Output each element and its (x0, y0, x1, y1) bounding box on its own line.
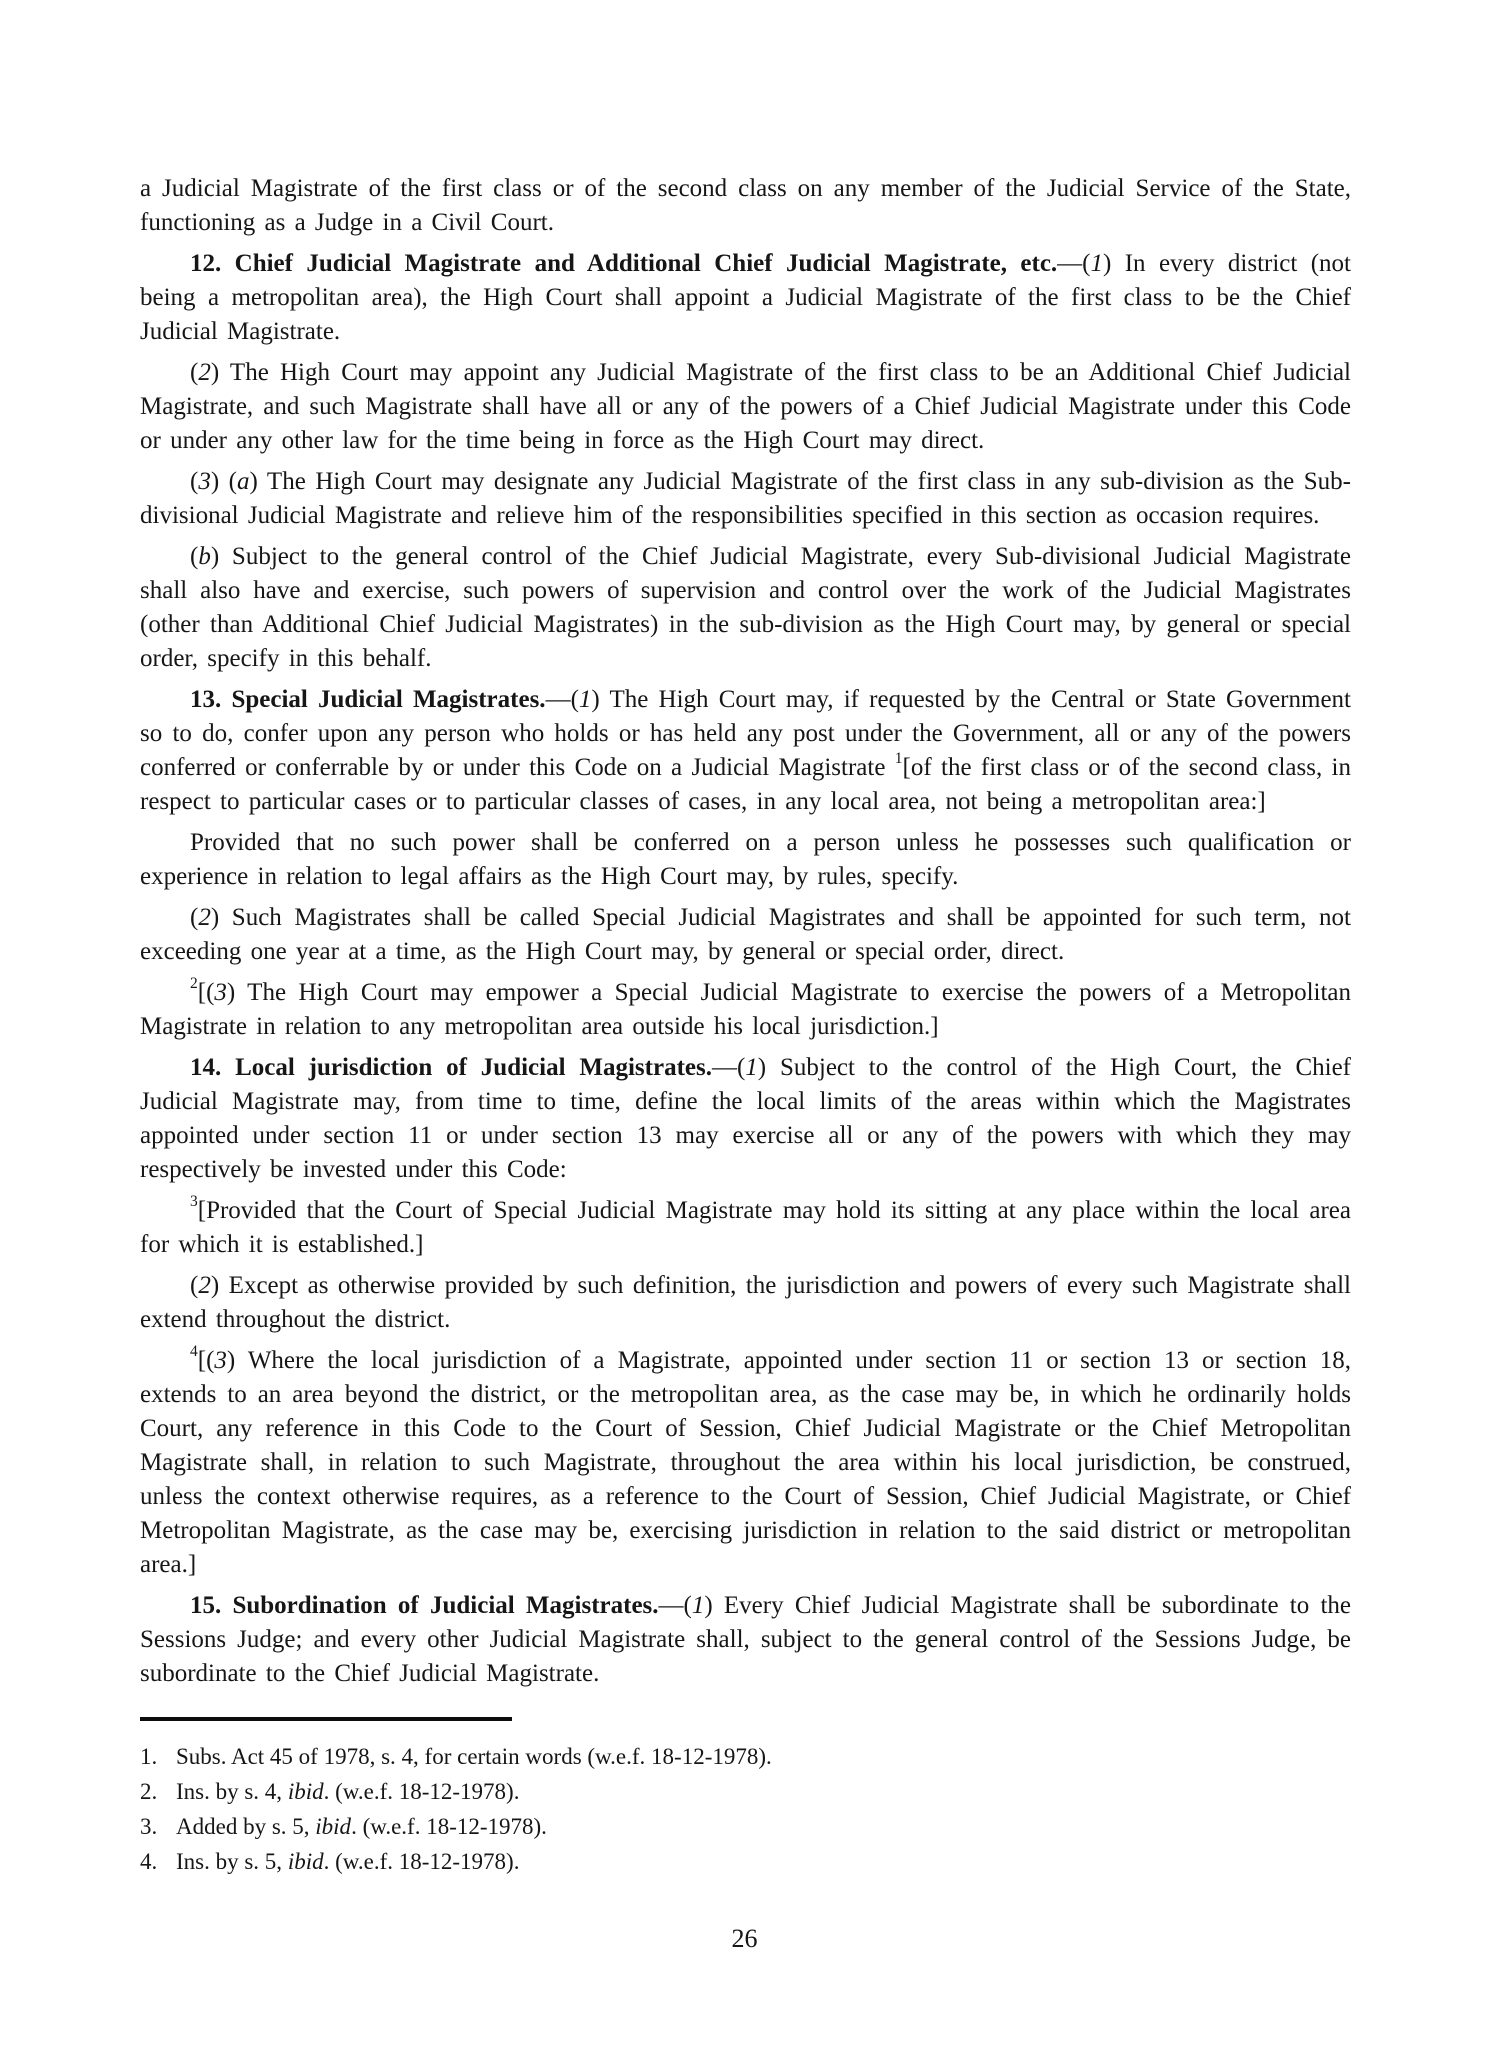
paragraph (140, 1589, 1351, 1691)
text-run: 15. Subordination of Judicial Magistrates. (190, 1592, 659, 1619)
paragraph (140, 1344, 1351, 1582)
text-run: ibid (287, 1849, 324, 1874)
text-run: [Provided that the Court of Special Judicial Magistrate may hold its sitting at any place within the local area for which it is established.] (140, 1197, 1351, 1258)
text-run: Added by s. 5, (176, 1814, 316, 1839)
text-run: b (198, 543, 211, 570)
paragraph (140, 247, 1351, 349)
footnote-number: 1. (140, 1744, 158, 1769)
text-run: 1 (691, 1592, 705, 1619)
paragraph (140, 1194, 1351, 1262)
text-run: 12. Chief Judicial Magistrate and Additional Chief Judicial Magistrate, etc. (190, 250, 1058, 277)
footnote (140, 1809, 1351, 1844)
text-run: ) In every district (not being a metropolitan area), the High Court shall appoint a Judicial Magistrate of the first class to be the Chief Judicial Magistrate. (140, 250, 1352, 345)
page-number: 26 (731, 1924, 758, 1953)
text-run: . (w.e.f. 18-12-1978). (323, 1849, 520, 1874)
text-run: [( (197, 1347, 215, 1374)
text-run: 3 (198, 468, 211, 495)
text-run: 4 (190, 1343, 198, 1361)
text-run: 1 (745, 1054, 758, 1081)
page-content (140, 172, 1351, 1879)
text-run: 3 (214, 1347, 227, 1374)
text-run: ibid (287, 1779, 324, 1804)
text-run: 2 (198, 1272, 211, 1299)
text-run: 1 (1090, 250, 1103, 277)
text-run: ) Except as otherwise provided by such definition, the jurisdiction and powers of every such Magistrate shall extend throughout the district. (140, 1272, 1351, 1333)
text-run: ) Subject to the general control of the Chief Judicial Magistrate, every Sub-divisional Judicial Magistrate shall also have and exercise, such powers of supervision and control over the work of the Judicial Magistrates (other than Additional Chief Judicial Magistrates) in the sub-division as the High Court may, by general or special order, specify in this behalf. (140, 543, 1351, 672)
text-run: —( (1057, 250, 1091, 277)
text-run: ) Every Chief Judicial Magistrate shall be subordinate to the Sessions Judge; and every other Judicial Magistrate shall, subject to the general control of the Sessions Judge, be subordinate to the Chief Judicial Magistrate. (140, 1592, 1351, 1687)
body-paragraphs (140, 172, 1351, 1691)
paragraph (140, 901, 1351, 969)
text-run: Provided that no such power shall be conferred on a person unless he possesses such qualification or experience in relation to legal affairs as the High Court may, by rules, specify. (140, 829, 1351, 890)
text-run: —( (545, 686, 579, 713)
text-run: ( (190, 543, 199, 570)
text-run: ibid (315, 1814, 352, 1839)
paragraph (140, 976, 1351, 1044)
text-run: ) ( (210, 468, 238, 495)
text-run: 2 (190, 975, 198, 993)
text-run: 3 (214, 979, 227, 1006)
paragraph (140, 540, 1351, 676)
text-run: —( (711, 1054, 746, 1081)
paragraph (140, 1269, 1351, 1337)
paragraph (140, 172, 1351, 240)
text-run: ( (190, 904, 199, 931)
text-run: 1 (578, 686, 592, 713)
footnote (140, 1844, 1351, 1879)
paragraph (140, 826, 1351, 894)
text-run: ( (190, 359, 199, 386)
text-run: ) Where the local jurisdiction of a Magistrate, appointed under section 11 or section 13 or section 18, extends to an area beyond the district, or the metropolitan area, as the case may be, in which he ordinarily holds Court, any reference in this Code to the Court of Session, Chief Judicial Magistrate or the Chief Metropolitan Magistrate shall, in relation to such Magistrate, throughout the area within his local jurisdiction, be construed, unless the context otherwise requires, as a reference to the Court of Session, Chief Judicial Magistrate, or Chief Metropolitan Magistrate, as the case may be, exercising jurisdiction in relation to the said district or metropolitan area.] (140, 1347, 1351, 1578)
footnote-separator-rule (140, 1717, 512, 1721)
text-run: —( (658, 1592, 692, 1619)
paragraph (140, 356, 1351, 458)
footnote (140, 1739, 1351, 1774)
text-run: 3 (190, 1193, 198, 1211)
text-run: ) Such Magistrates shall be called Special Judicial Magistrates and shall be appointed for such term, not exceeding one year at a time, as the High Court may, by general or special order, direct. (140, 904, 1351, 965)
text-run: ( (190, 1272, 199, 1299)
footnote-number: 2. (140, 1779, 158, 1804)
text-run: . (w.e.f. 18-12-1978). (351, 1814, 547, 1839)
text-run: [of the first class or of the second class, in respect to particular cases or to particular classes of cases, in any local area, not being a metropolitan area:] (140, 754, 1351, 815)
text-run: 2 (198, 904, 211, 931)
text-run: ) The High Court may empower a Special Judicial Magistrate to exercise the powers of a Metropolitan Magistrate in relation to any metropolitan area outside his local jurisdiction.] (140, 979, 1351, 1040)
paragraph (140, 1051, 1351, 1187)
text-run: ) Subject to the control of the High Court, the Chief Judicial Magistrate may, from time to time, define the local limits of the areas within which the Magistrates appointed under section 11 or under section 13 may exercise all or any of the powers with which they may respectively be invested under this Code: (140, 1054, 1351, 1183)
paragraph (140, 683, 1351, 819)
text-run: ) The High Court may designate any Judicial Magistrate of the first class in any sub-division as the Sub-divisional Judicial Magistrate and relieve him of the responsibilities specified in this section as occasion requires. (140, 468, 1351, 529)
text-run: . (w.e.f. 18-12-1978). (323, 1779, 520, 1804)
text-run: Ins. by s. 5, (176, 1849, 288, 1874)
text-run: ( (190, 468, 199, 495)
paragraph (140, 465, 1351, 533)
text-run: a (237, 468, 250, 495)
text-run: ) The High Court may appoint any Judicial Magistrate of the first class to be an Additional Chief Judicial Magistrate, and such Magistrate shall have all or any of the powers of a Chief Judicial Magistrate under this Code or under any other law for the time being in force as the High Court may direct. (140, 359, 1351, 454)
footnote-number: 3. (140, 1814, 158, 1839)
footnote-list (140, 1739, 1351, 1879)
text-run: a Judicial Magistrate of the first class or of the second class on any member of the Judicial Service of the State, functioning as a Judge in a Civil Court. (140, 175, 1351, 236)
text-run: 14. Local jurisdiction of Judicial Magistrates. (190, 1054, 712, 1081)
text-run: [( (197, 979, 215, 1006)
text-run: ) The High Court may, if requested by the Central or State Government so to do, confer upon any person who holds or has held any post under the Government, all or any of the powers conferred or conferrable by or under this Code on a Judicial Magistrate (140, 686, 1351, 781)
footnote-number: 4. (140, 1849, 158, 1874)
footnote (140, 1774, 1351, 1809)
text-run: 13. Special Judicial Magistrates. (190, 686, 546, 713)
text-run: Subs. Act 45 of 1978, s. 4, for certain words (w.e.f. 18-12-1978). (176, 1744, 772, 1769)
text-run: 1 (894, 750, 903, 768)
text-run: Ins. by s. 4, (176, 1779, 288, 1804)
text-run: 2 (198, 359, 211, 386)
